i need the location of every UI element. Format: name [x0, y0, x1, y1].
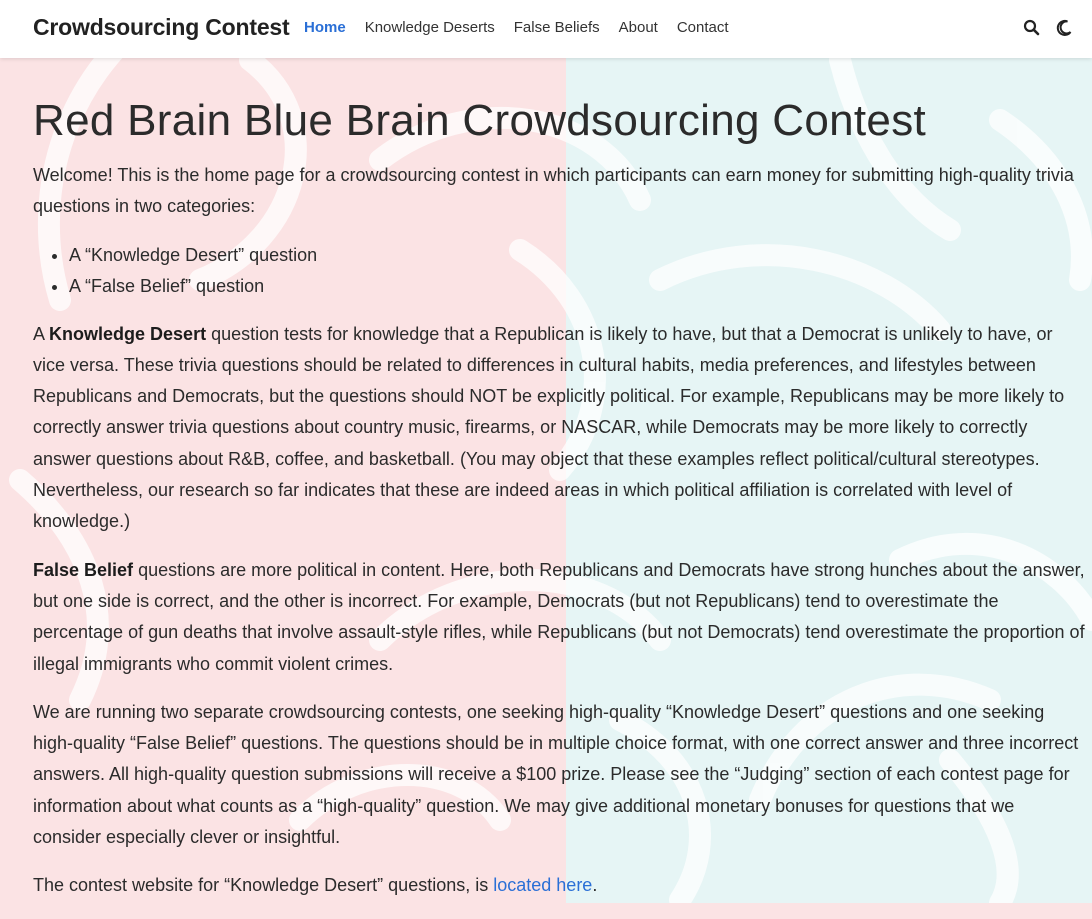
- page-title: Red Brain Blue Brain Crowdsourcing Contest: [33, 96, 927, 145]
- intro-paragraph: Welcome! This is the home page for a crowdsourcing contest in which participants can earn money for submitting high-quality trivia questions in two categories:: [33, 165, 1074, 217]
- located-here-link[interactable]: located here: [493, 875, 593, 896]
- kd-prefix: A: [33, 323, 45, 344]
- list-item: • A “False Belief” question: [69, 271, 1085, 302]
- false-belief-paragraph: [33, 555, 1085, 680]
- category-list: [33, 240, 1085, 302]
- search-icon[interactable]: [1022, 18, 1042, 38]
- knowledge-desert-paragraph: [33, 319, 1085, 538]
- fb-term: False Belief: [33, 559, 134, 580]
- fb-text: questions are more political in content. Here, both Republicans and Democrats have strong hunches about the answer, but one side is correct, and the other is incorrect. For example, Democrats (but not Republicans) tend to overestimate the percentage of gun deaths that involve assault-style rifles, while Republicans (but not Democrats) tend overestimate the proportion of illegal immigrants who commit violent crimes.: [33, 559, 1085, 674]
- main-nav: [304, 19, 729, 36]
- site-brand[interactable]: Crowdsourcing Contest: [33, 14, 290, 40]
- kd-term: Knowledge Desert: [49, 323, 207, 344]
- website-paragraph: [33, 870, 1085, 901]
- nav-contact[interactable]: Contact: [676, 19, 729, 36]
- nav-knowledge-deserts[interactable]: Knowledge Deserts: [364, 19, 495, 36]
- nav-about[interactable]: About: [618, 19, 658, 36]
- top-navbar: [0, 0, 1092, 58]
- kd-text: question tests for knowledge that a Republican is likely to have, but that a Democrat is unlikely to have, or vice versa. These trivia questions should be related to differences in cultural habits, media preferences, and lifestyles between Republicans and Democrats, but the questions should NOT be explicitly political. For example, Republicans may be more likely to correctly answer trivia questions about country music, firearms, or NASCAR, while Democrats may be more likely to correctly answer questions about R&B, coffee, and basketball. (You may object that these examples reflect political/cultural stereotypes. Nevertheless, our research so far indicates that these are indeed areas in which political affiliation is correlated with level of knowledge.): [33, 323, 1065, 532]
- nav-false-beliefs[interactable]: False Beliefs: [513, 19, 600, 36]
- list-item: • A “Knowledge Desert” question: [69, 240, 1085, 271]
- main-content: [33, 96, 1085, 919]
- website-text: The contest website for “Knowledge Desert” questions, is: [33, 875, 489, 896]
- website-end: .: [592, 875, 598, 896]
- nav-home[interactable]: Home: [304, 19, 346, 36]
- moon-icon[interactable]: [1054, 18, 1074, 38]
- contests-paragraph: We are running two separate crowdsourcing contests, one seeking high-quality “Knowledge Desert” questions and one seeking high-quality “False Belief” questions. The questions should be in multiple choice format, with one correct answer and three incorrect answers. All high-quality question submissions will receive a $100 prize. Please see the “Judging” section of each contest page for information about what counts as a “high-quality” question. We may give additional monetary bonuses for questions that we consider especially clever or insightful.: [33, 701, 1079, 848]
